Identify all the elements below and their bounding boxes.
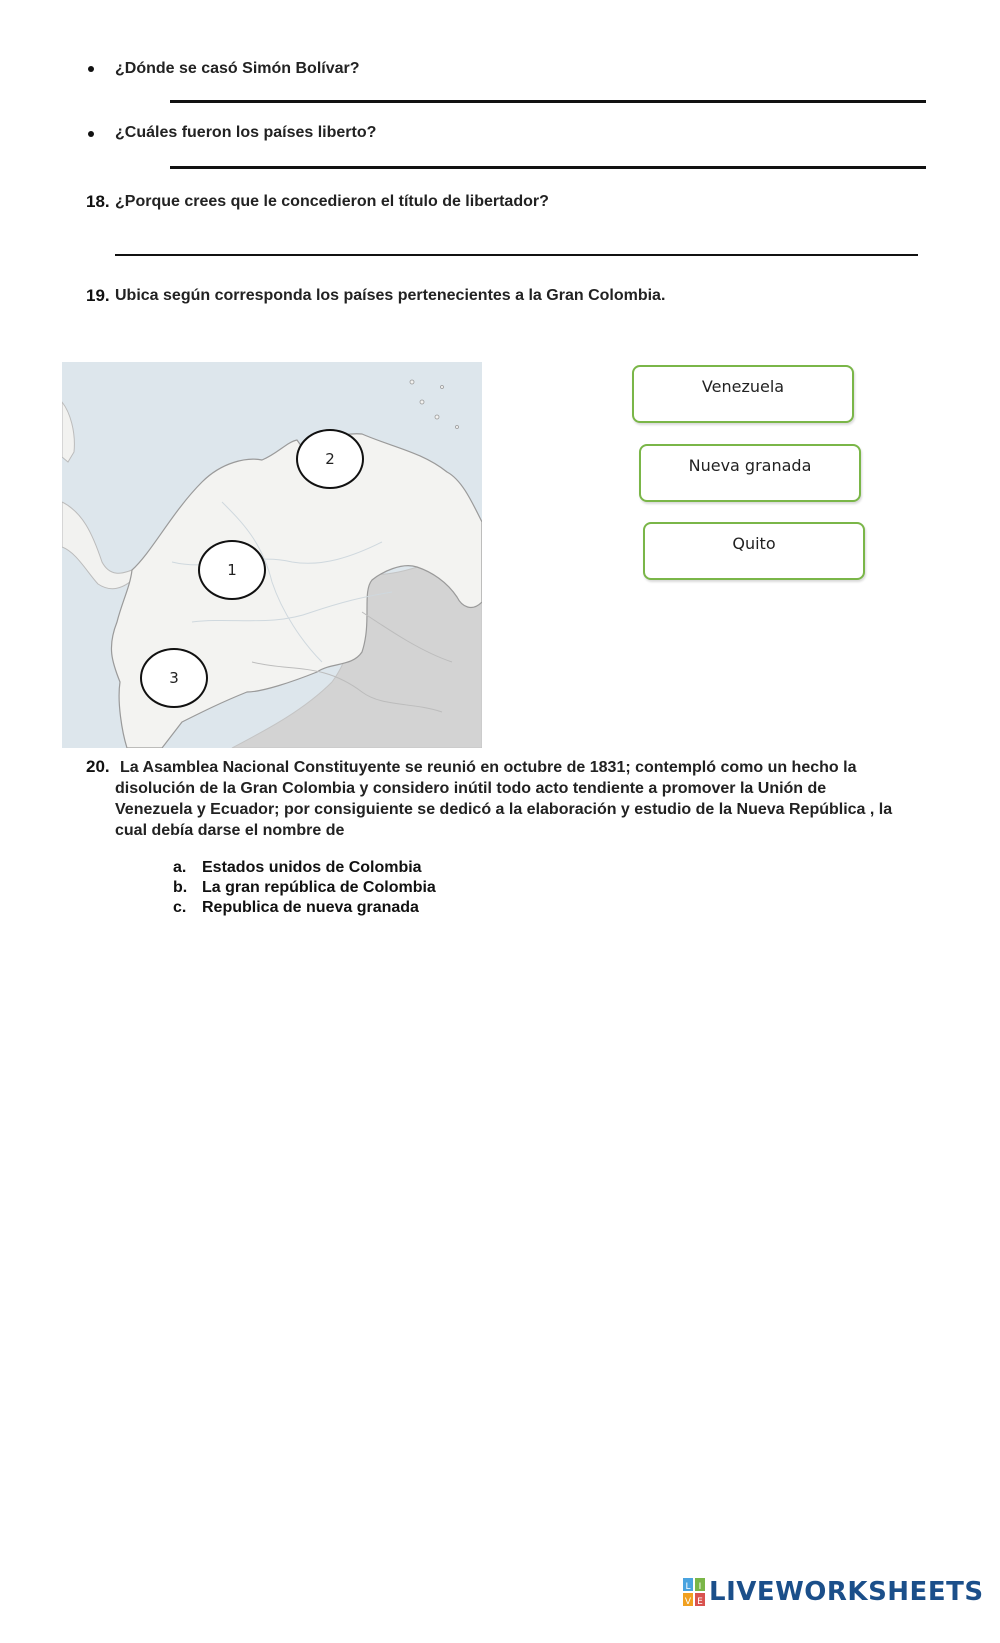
option-c-letter: c. [173,899,187,916]
option-nueva-granada[interactable]: Nueva granada [639,444,861,502]
question-18-text: ¿Porque crees que le concedieron el título de libertador? [115,193,549,210]
question-20-number: 20. [86,757,110,776]
map-marker-3[interactable]: 3 [140,648,208,708]
answer-line-18[interactable] [115,254,918,256]
question-marriage: ¿Dónde se casó Simón Bolívar? [115,60,360,77]
answer-line-marriage[interactable] [170,100,926,103]
bullet-dot [88,66,94,72]
bullet-dot [88,131,94,137]
question-20-line: cual debía darse el nombre de [115,822,345,839]
svg-text:V: V [684,1597,692,1606]
option-a-letter: a. [173,859,187,876]
question-18-number: 18. [86,192,110,211]
svg-text:L: L [685,1582,691,1592]
question-19-text: Ubica según corresponda los países pertenecientes a la Gran Colombia. [115,287,666,304]
option-quito[interactable]: Quito [643,522,865,580]
answer-line-liberated-countries[interactable] [170,166,926,169]
logo-brand-text: LIVEWORKSHEETS [709,1577,984,1607]
logo-badge-icon [683,1578,705,1606]
question-20-line: disolución de la Gran Colombia y considero inútil todo acto tendiente a promover la Unión de [115,780,827,797]
question-20-line: La Asamblea Nacional Constituyente se reunió en octubre de 1831; contempló como un hecho la [120,759,857,776]
question-19-number: 19. [86,286,110,305]
gran-colombia-map [62,362,482,748]
liveworksheets-logo [683,1577,984,1607]
map-graphic [62,362,482,748]
option-b-letter: b. [173,879,188,896]
option-c-text[interactable]: Republica de nueva granada [202,899,419,916]
question-20-text [115,757,935,841]
option-a-text[interactable]: Estados unidos de Colombia [202,859,422,876]
question-liberated-countries: ¿Cuáles fueron los países liberto? [115,124,377,141]
question-20-line: Venezuela y Ecuador; por consiguiente se dedicó a la elaboración y estudio de la Nueva República , la [115,801,893,818]
option-b-text[interactable]: La gran república de Colombia [202,879,436,896]
map-marker-1[interactable]: 1 [198,540,266,600]
option-venezuela[interactable]: Venezuela [632,365,854,423]
map-marker-2[interactable]: 2 [296,429,364,489]
svg-text:I: I [698,1582,702,1592]
svg-text:E: E [697,1597,703,1606]
